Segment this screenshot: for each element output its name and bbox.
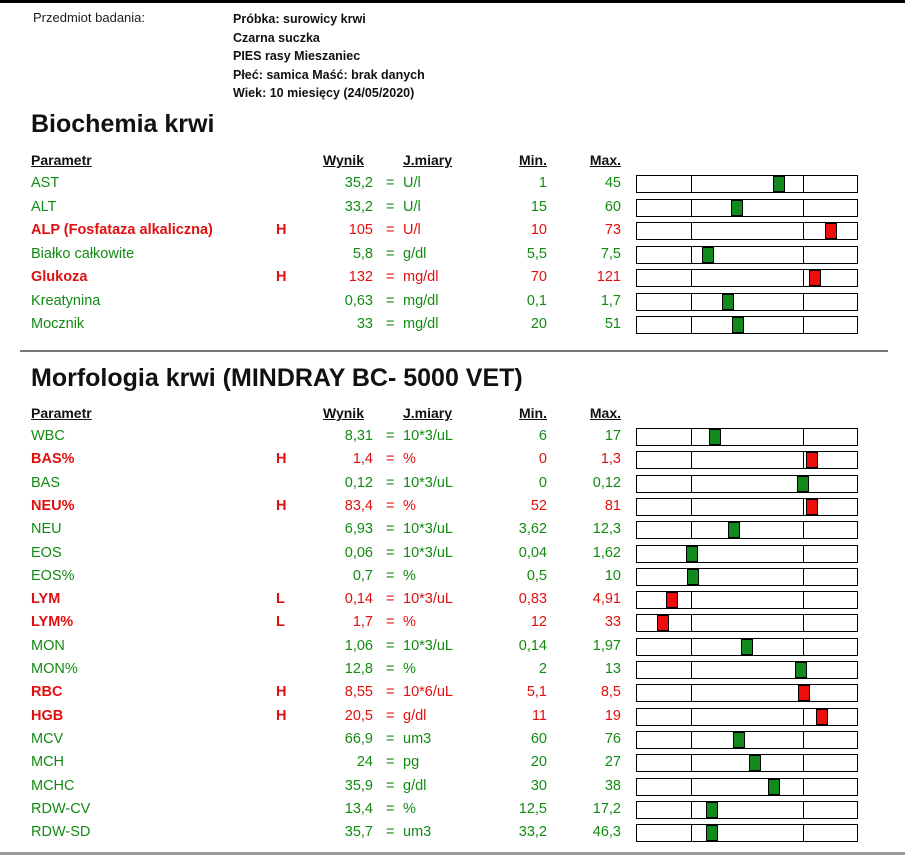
parameter-name: AST [31,175,60,191]
range-gauge [636,824,858,842]
section-title-morphology: Morfologia krwi (MINDRAY BC- 5000 VET) [31,364,523,392]
parameter-name: WBC [31,428,65,444]
result-value: 8,31 [344,428,373,444]
range-gauge [636,521,858,539]
column-header-result: Wynik [323,405,364,421]
min-value: 20 [530,316,547,332]
result-value: 132 [348,269,373,285]
unit-label: U/l [403,198,421,215]
min-value: 30 [530,777,547,794]
value-marker [706,802,718,818]
result-value: 33 [356,316,373,332]
unit-label: % [403,497,416,514]
parameter-name: Białko całkowite [31,245,135,262]
result-row [0,315,905,339]
subject-line-sample: Próbka: surowicy krwi [233,12,366,26]
subject-line-species: PIES rasy Mieszaniec [233,49,361,63]
value-marker [773,176,785,192]
max-value: 7,5 [600,245,621,262]
equals-sign: = [386,316,395,332]
max-value: 1,97 [592,637,621,654]
subject-line-name: Czarna suczka [233,30,320,45]
max-value: 13 [604,661,621,677]
equals-sign: = [386,292,395,309]
section-title-biochemistry: Biochemia krwi [31,110,215,138]
range-gauge [636,498,858,516]
range-boundary [803,270,804,286]
max-value: 73 [604,222,621,238]
result-value: 83,4 [344,497,373,514]
range-gauge [636,661,858,679]
result-row [0,567,905,591]
min-value: 15 [530,198,547,215]
parameter-name: Glukoza [31,269,88,285]
range-boundary [691,662,692,678]
range-boundary [691,592,692,608]
value-marker [806,499,818,515]
result-value: 0,12 [344,474,373,491]
subject-line-sex-color: Płeć: samica Maść: brak danych [233,67,425,82]
unit-label: 10*3/uL [403,637,453,654]
parameter-name: RDW-SD [31,824,91,841]
range-gauge [636,269,858,287]
result-value: 35,9 [344,777,373,794]
parameter-name: MCV [31,730,64,747]
result-row [0,660,905,684]
result-row [0,613,905,637]
max-value: 1,62 [592,544,621,561]
result-value: 35,7 [344,824,373,841]
max-value: 60 [604,198,621,215]
parameter-name: ALT [31,198,57,215]
range-boundary [691,223,692,239]
unit-label: mg/dl [403,292,439,309]
result-row [0,683,905,707]
unit-label: um3 [403,730,432,747]
min-value: 3,62 [518,521,547,538]
result-value: 8,55 [344,684,373,701]
range-boundary [691,294,692,310]
max-value: 45 [604,175,621,191]
range-boundary [803,294,804,310]
result-value: 6,93 [344,521,373,538]
min-value: 1 [538,175,547,191]
unit-label: mg/dl [403,269,439,285]
result-row [0,544,905,568]
equals-sign: = [386,661,395,677]
value-marker [749,755,761,771]
column-header-unit: J.miary [403,405,453,421]
min-value: 70 [530,269,547,285]
value-marker [706,825,718,841]
result-value: 5,8 [352,245,373,262]
column-header-min: Min. [519,405,547,421]
parameter-name: HGB [31,707,64,724]
parameter-name: EOS% [31,567,75,584]
result-row [0,823,905,847]
subject-details [233,10,425,103]
range-boundary [691,200,692,216]
value-marker [702,247,714,263]
min-value: 11 [531,707,547,724]
subject-label: Przedmiot badania: [33,10,146,25]
min-value: 0,1 [526,292,547,309]
range-gauge [636,754,858,772]
equals-sign: = [386,451,395,468]
min-value: 60 [530,730,547,747]
range-boundary [803,429,804,445]
equals-sign: = [386,800,395,817]
value-marker [806,452,818,468]
min-value: 52 [530,497,547,514]
value-marker [798,685,810,701]
subject-line-age: Wiek: 10 miesięcy (24/05/2020) [233,86,415,100]
result-row [0,221,905,245]
equals-sign: = [386,222,395,238]
result-row [0,777,905,801]
top-rule [0,0,905,3]
min-value: 0,5 [526,567,547,584]
equals-sign: = [386,614,395,631]
min-value: 0 [538,474,547,491]
min-value: 12,5 [518,800,547,817]
value-marker [686,546,698,562]
result-value: 24 [356,754,373,771]
equals-sign: = [386,567,395,584]
range-boundary [803,176,804,192]
max-value: 81 [604,497,621,514]
result-row [0,590,905,614]
result-row [0,497,905,521]
max-value: 8,5 [600,684,621,701]
result-row [0,292,905,316]
range-boundary [691,709,692,725]
section-divider [20,350,888,352]
equals-sign: = [386,521,395,538]
flag-indicator: L [276,614,285,631]
range-boundary [803,200,804,216]
unit-label: % [403,661,416,677]
equals-sign: = [386,544,395,561]
equals-sign: = [386,637,395,654]
range-gauge [636,475,858,493]
min-value: 12 [530,614,547,631]
unit-label: % [403,800,416,817]
range-boundary [803,709,804,725]
unit-label: U/l [403,222,421,238]
range-boundary [691,732,692,748]
equals-sign: = [386,428,395,444]
unit-label: 10*3/uL [403,544,453,561]
range-boundary [691,639,692,655]
equals-sign: = [386,175,395,191]
min-value: 0,83 [518,591,547,608]
result-value: 35,2 [344,175,373,191]
max-value: 12,3 [592,521,621,538]
max-value: 121 [596,269,621,285]
range-boundary [803,732,804,748]
range-boundary [803,615,804,631]
unit-label: g/dl [403,707,427,724]
range-gauge [636,293,858,311]
unit-label: g/dl [403,245,427,262]
equals-sign: = [386,245,395,262]
range-boundary [691,176,692,192]
value-marker [825,223,837,239]
range-boundary [691,685,692,701]
range-gauge [636,778,858,796]
range-boundary [691,615,692,631]
range-gauge [636,222,858,240]
max-value: 46,3 [592,824,621,841]
range-gauge [636,591,858,609]
range-gauge [636,451,858,469]
equals-sign: = [386,777,395,794]
result-row [0,800,905,824]
value-marker [709,429,721,445]
range-boundary [803,317,804,333]
unit-label: g/dl [403,777,427,794]
value-marker [741,639,753,655]
range-boundary [803,546,804,562]
parameter-name: EOS [31,544,62,561]
parameter-name: MCH [31,754,65,771]
max-value: 38 [604,777,621,794]
value-marker [731,200,743,216]
value-marker [795,662,807,678]
min-value: 2 [538,661,547,677]
max-value: 4,91 [592,591,621,608]
result-row [0,474,905,498]
min-value: 5,1 [526,684,547,701]
min-value: 10 [530,222,547,238]
unit-label: 10*6/uL [403,684,453,701]
flag-indicator: H [276,451,287,468]
equals-sign: = [386,824,395,841]
column-header-parameter: Parametr [31,152,92,168]
equals-sign: = [386,269,395,285]
equals-sign: = [386,474,395,491]
result-row [0,753,905,777]
range-boundary [691,779,692,795]
range-boundary [803,499,804,515]
range-boundary [691,825,692,841]
column-header-result: Wynik [323,152,364,168]
result-row [0,427,905,451]
parameter-name: NEU% [31,497,75,514]
unit-label: um3 [403,824,432,841]
range-gauge [636,545,858,563]
parameter-name: Kreatynina [31,292,101,309]
equals-sign: = [386,591,395,608]
unit-label: 10*3/uL [403,521,453,538]
result-row [0,637,905,661]
result-row [0,174,905,198]
range-boundary [803,522,804,538]
result-row [0,268,905,292]
column-header-max: Max. [589,152,621,168]
range-gauge [636,175,858,193]
result-value: 0,14 [344,591,373,608]
column-header-parameter: Parametr [31,405,92,421]
equals-sign: = [386,754,395,771]
max-value: 19 [604,707,621,724]
unit-label: mg/dl [403,316,439,332]
result-value: 20,5 [344,707,373,724]
parameter-name: LYM% [31,614,74,631]
max-value: 17 [604,428,621,444]
result-value: 33,2 [344,198,373,215]
parameter-name: BAS [31,474,61,491]
parameter-name: MON% [31,661,78,677]
result-value: 0,63 [344,292,373,309]
min-value: 6 [538,428,547,444]
flag-indicator: H [276,497,287,514]
value-marker [732,317,744,333]
parameter-name: LYM [31,591,61,608]
range-boundary [691,247,692,263]
flag-indicator: H [276,222,287,238]
range-boundary [803,802,804,818]
range-boundary [691,429,692,445]
value-marker [728,522,740,538]
column-header-unit: J.miary [403,152,453,168]
parameter-name: Mocznik [31,316,85,332]
range-boundary [803,639,804,655]
range-boundary [803,592,804,608]
equals-sign: = [386,198,395,215]
unit-label: % [403,451,416,468]
range-gauge [636,316,858,334]
min-value: 0,14 [518,637,547,654]
range-gauge [636,801,858,819]
value-marker [687,569,699,585]
range-boundary [803,247,804,263]
range-gauge [636,638,858,656]
value-marker [722,294,734,310]
unit-label: U/l [403,175,421,191]
value-marker [809,270,821,286]
min-value: 20 [530,754,547,771]
range-boundary [691,755,692,771]
column-header-max: Max. [589,405,621,421]
range-boundary [691,452,692,468]
result-row [0,707,905,731]
min-value: 5,5 [526,245,547,262]
column-header-min: Min. [519,152,547,168]
result-value: 0,7 [352,567,373,584]
unit-label: 10*3/uL [403,591,453,608]
equals-sign: = [386,730,395,747]
range-boundary [691,476,692,492]
flag-indicator: H [276,707,287,724]
max-value: 0,12 [592,474,621,491]
range-gauge [636,684,858,702]
max-value: 1,7 [600,292,621,309]
unit-label: 10*3/uL [403,428,453,444]
flag-indicator: L [276,591,285,608]
value-marker [657,615,669,631]
range-boundary [691,270,692,286]
flag-indicator: H [276,684,287,701]
parameter-name: MCHC [31,777,75,794]
parameter-name: ALP (Fosfataza alkaliczna) [31,222,213,238]
range-boundary [803,755,804,771]
max-value: 1,3 [600,451,621,468]
equals-sign: = [386,497,395,514]
parameter-name: MON [31,637,65,654]
range-boundary [691,499,692,515]
parameter-name: BAS% [31,451,75,468]
parameter-name: RDW-CV [31,800,91,817]
parameter-name: RBC [31,684,63,701]
result-value: 1,06 [344,637,373,654]
range-boundary [691,522,692,538]
range-boundary [691,802,692,818]
unit-label: pg [403,754,420,771]
range-boundary [803,825,804,841]
max-value: 27 [604,754,621,771]
equals-sign: = [386,707,395,724]
result-row [0,198,905,222]
range-boundary [803,779,804,795]
range-gauge [636,731,858,749]
range-boundary [691,317,692,333]
value-marker [797,476,809,492]
range-boundary [803,569,804,585]
result-row [0,245,905,269]
min-value: 0 [538,451,547,468]
range-gauge [636,246,858,264]
result-row [0,730,905,754]
range-boundary [803,223,804,239]
result-value: 13,4 [344,800,373,817]
unit-label: 10*3/uL [403,474,453,491]
max-value: 33 [604,614,621,631]
result-row [0,520,905,544]
max-value: 10 [604,567,621,584]
max-value: 17,2 [592,800,621,817]
equals-sign: = [386,684,395,701]
unit-label: % [403,567,416,584]
parameter-name: NEU [31,521,62,538]
result-value: 1,4 [352,451,373,468]
value-marker [666,592,678,608]
min-value: 0,04 [518,544,547,561]
result-row [0,450,905,474]
value-marker [816,709,828,725]
range-gauge [636,199,858,217]
range-gauge [636,708,858,726]
max-value: 76 [604,730,621,747]
range-gauge [636,614,858,632]
result-value: 105 [348,222,373,238]
value-marker [768,779,780,795]
result-value: 1,7 [352,614,373,631]
result-value: 0,06 [344,544,373,561]
result-value: 12,8 [344,661,373,677]
min-value: 33,2 [518,824,547,841]
range-boundary [803,452,804,468]
unit-label: % [403,614,416,631]
range-gauge [636,568,858,586]
range-gauge [636,428,858,446]
value-marker [733,732,745,748]
result-value: 66,9 [344,730,373,747]
max-value: 51 [604,316,621,332]
flag-indicator: H [276,269,287,285]
